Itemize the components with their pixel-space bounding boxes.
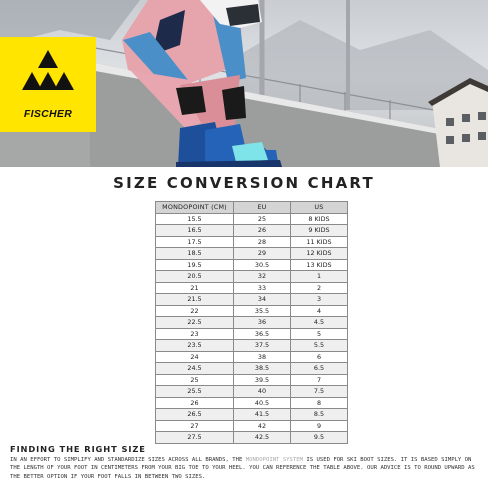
cell-mondopoint: 26 [156, 397, 234, 409]
cell-eu: 32 [234, 271, 291, 283]
cell-mondopoint: 25 [156, 374, 234, 386]
cell-us: 6.5 [291, 363, 348, 375]
cell-mondopoint: 22.5 [156, 317, 234, 329]
cell-mondopoint: 15.5 [156, 213, 234, 225]
table-row [156, 259, 348, 271]
header-us: US [291, 202, 348, 214]
cell-us: 7.5 [291, 386, 348, 398]
cell-mondopoint: 23.5 [156, 340, 234, 352]
cell-eu: 30.5 [234, 259, 291, 271]
table-row [156, 351, 348, 363]
cell-us: 7 [291, 374, 348, 386]
cell-mondopoint: 26.5 [156, 409, 234, 421]
cell-mondopoint: 20.5 [156, 271, 234, 283]
cell-mondopoint: 18.5 [156, 248, 234, 260]
table-row [156, 236, 348, 248]
cell-us: 8 [291, 397, 348, 409]
cell-us: 9 KIDS [291, 225, 348, 237]
cell-mondopoint: 24.5 [156, 363, 234, 375]
table-row [156, 328, 348, 340]
table-row [156, 374, 348, 386]
cell-us: 13 KIDS [291, 259, 348, 271]
cell-us: 5 [291, 328, 348, 340]
mondopoint-highlight: MONDOPOINT SYSTEM [245, 457, 304, 463]
cell-mondopoint: 22 [156, 305, 234, 317]
table-row [156, 340, 348, 352]
cell-us: 8 KIDS [291, 213, 348, 225]
table-row [156, 317, 348, 329]
cell-eu: 38.5 [234, 363, 291, 375]
hero-photo [0, 0, 488, 167]
cell-eu: 36 [234, 317, 291, 329]
table-row [156, 248, 348, 260]
table-row [156, 271, 348, 283]
table-row [156, 363, 348, 375]
chart-title: SIZE CONVERSION CHART [113, 174, 375, 192]
cell-us: 11 KIDS [291, 236, 348, 248]
cell-mondopoint: 21 [156, 282, 234, 294]
cell-eu: 25 [234, 213, 291, 225]
cell-mondopoint: 27 [156, 420, 234, 432]
size-conversion-table [155, 201, 348, 444]
table-row [156, 282, 348, 294]
table-row [156, 305, 348, 317]
cell-us: 9 [291, 420, 348, 432]
cell-eu: 39.5 [234, 374, 291, 386]
cell-us: 5.5 [291, 340, 348, 352]
table-row [156, 294, 348, 306]
cell-eu: 36.5 [234, 328, 291, 340]
cell-eu: 33 [234, 282, 291, 294]
table-header-row [156, 202, 348, 214]
cell-us: 4.5 [291, 317, 348, 329]
cell-mondopoint: 24 [156, 351, 234, 363]
cell-us: 6 [291, 351, 348, 363]
finding-text-part2: IS USED FOR SKI BOOT SIZES. IT IS BASED SIMPLY ON THE LENGTH OF YOUR FOOT IN CENTIMETERS FROM YOUR BIG TOE TO YOUR HEEL. YOU CAN REFERENCE THE TABLE ABOVE. OUR ADVICE IS TO ROUND UPWARD AS THE BETTER OPTION IF YOUR FOOT FALLS IN BETWEEN TWO SIZES. [10, 457, 475, 480]
cell-mondopoint: 23 [156, 328, 234, 340]
cell-mondopoint: 19.5 [156, 259, 234, 271]
table-row [156, 225, 348, 237]
finding-body [10, 456, 482, 481]
cell-eu: 40.5 [234, 397, 291, 409]
header-eu: EU [234, 202, 291, 214]
cell-eu: 41.5 [234, 409, 291, 421]
finding-title: FINDING THE RIGHT SIZE [10, 444, 146, 454]
cell-mondopoint: 25.5 [156, 386, 234, 398]
finding-text-part1: IN AN EFFORT TO SIMPLIFY AND STANDARDIZE SIZES ACROSS ALL BRANDS, THE [10, 457, 246, 463]
cell-eu: 42 [234, 420, 291, 432]
table-row [156, 409, 348, 421]
cell-us: 2 [291, 282, 348, 294]
cell-us: 12 KIDS [291, 248, 348, 260]
cell-eu: 37.5 [234, 340, 291, 352]
header-mondopoint: MONDOPOINT (CM) [156, 202, 234, 214]
fischer-arrows-icon [18, 48, 78, 108]
cell-eu: 26 [234, 225, 291, 237]
cell-mondopoint: 27.5 [156, 432, 234, 444]
cell-us: 4 [291, 305, 348, 317]
table-row [156, 386, 348, 398]
cell-us: 8.5 [291, 409, 348, 421]
table-row [156, 213, 348, 225]
table-row [156, 420, 348, 432]
cell-eu: 35.5 [234, 305, 291, 317]
brand-wordmark: FISCHER [23, 108, 73, 120]
cell-mondopoint: 17.5 [156, 236, 234, 248]
cell-mondopoint: 21.5 [156, 294, 234, 306]
cell-us: 3 [291, 294, 348, 306]
cell-eu: 34 [234, 294, 291, 306]
cell-eu: 40 [234, 386, 291, 398]
cell-us: 1 [291, 271, 348, 283]
cell-eu: 42.5 [234, 432, 291, 444]
cell-eu: 29 [234, 248, 291, 260]
table-row [156, 432, 348, 444]
cell-eu: 38 [234, 351, 291, 363]
cell-us: 9.5 [291, 432, 348, 444]
table-row [156, 397, 348, 409]
fischer-logo [0, 37, 96, 132]
cell-eu: 28 [234, 236, 291, 248]
cell-mondopoint: 16.5 [156, 225, 234, 237]
